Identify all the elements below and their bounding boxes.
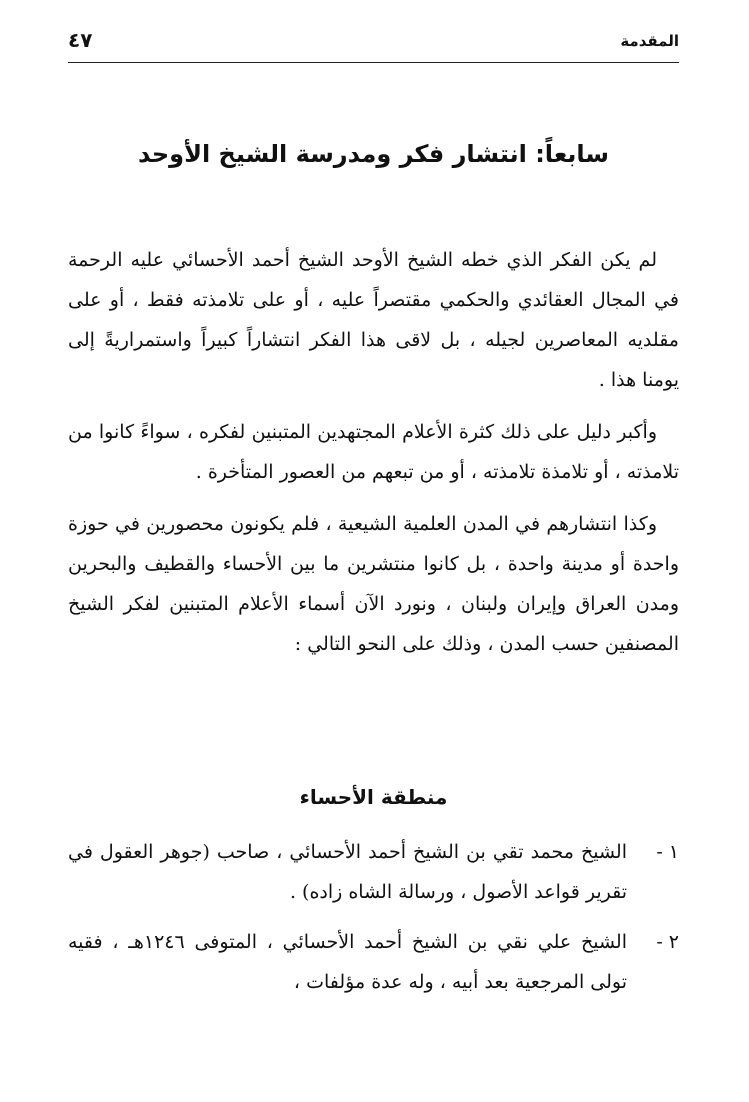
scholar-list <box>68 832 679 1012</box>
list-item-number: ١ - <box>656 841 679 863</box>
paragraph: لم يكن الفكر الذي خطه الشيخ الأوحد الشيخ أحمد الأحسائي عليه الرحمة في المجال العقائدي والحكمي مقتصراً عليه ، أو على تلامذته فقط ، أو على مقلديه المعاصرين لجيله ، بل لاقى هذا الفكر انتشاراً كبيراً واستمراريةً إلى يومنا هذا . <box>68 249 679 391</box>
section-heading: سابعاً: انتشار فكر ومدرسة الشيخ الأوحد <box>138 140 609 168</box>
page-number: ٤٧ <box>68 28 93 52</box>
chapter-title: المقدمة <box>620 32 679 50</box>
region-heading: منطقة الأحساء <box>299 785 448 809</box>
running-header <box>68 30 679 63</box>
list-item <box>68 832 679 912</box>
paragraph: وكذا انتشارهم في المدن العلمية الشيعية ، فلم يكونون محصورين في حوزة واحدة أو مدينة واحدة ، بل كانوا منتشرين ما بين الأحساء والقطيف والبحرين ومدن العراق وإيران ولبنان ، ونورد الآن أسماء الأعلام المتبنين لفكر الشيخ المصنفين حسب المدن ، وذلك على النحو التالي : <box>68 513 679 655</box>
body-text <box>68 240 679 676</box>
list-item-text: الشيخ علي نقي بن الشيخ أحمد الأحسائي ، المتوفى ١٢٤٦هـ ، فقيه تولى المرجعية بعد أبيه ، وله عدة مؤلفات ، <box>68 931 627 993</box>
list-item-number: ٢ - <box>656 931 679 953</box>
paragraph: وأكبر دليل على ذلك كثرة الأعلام المجتهدين المتبنين لفكره ، سواءً كانوا من تلامذته ، أو تلامذة تلامذته ، أو من تبعهم من العصور المتأخرة . <box>68 421 679 483</box>
list-item <box>68 922 679 1002</box>
list-item-text: الشيخ محمد تقي بن الشيخ أحمد الأحسائي ، صاحب (جوهر العقول في تقرير قواعد الأصول ، ورسالة الشاه زاده) . <box>68 841 627 903</box>
